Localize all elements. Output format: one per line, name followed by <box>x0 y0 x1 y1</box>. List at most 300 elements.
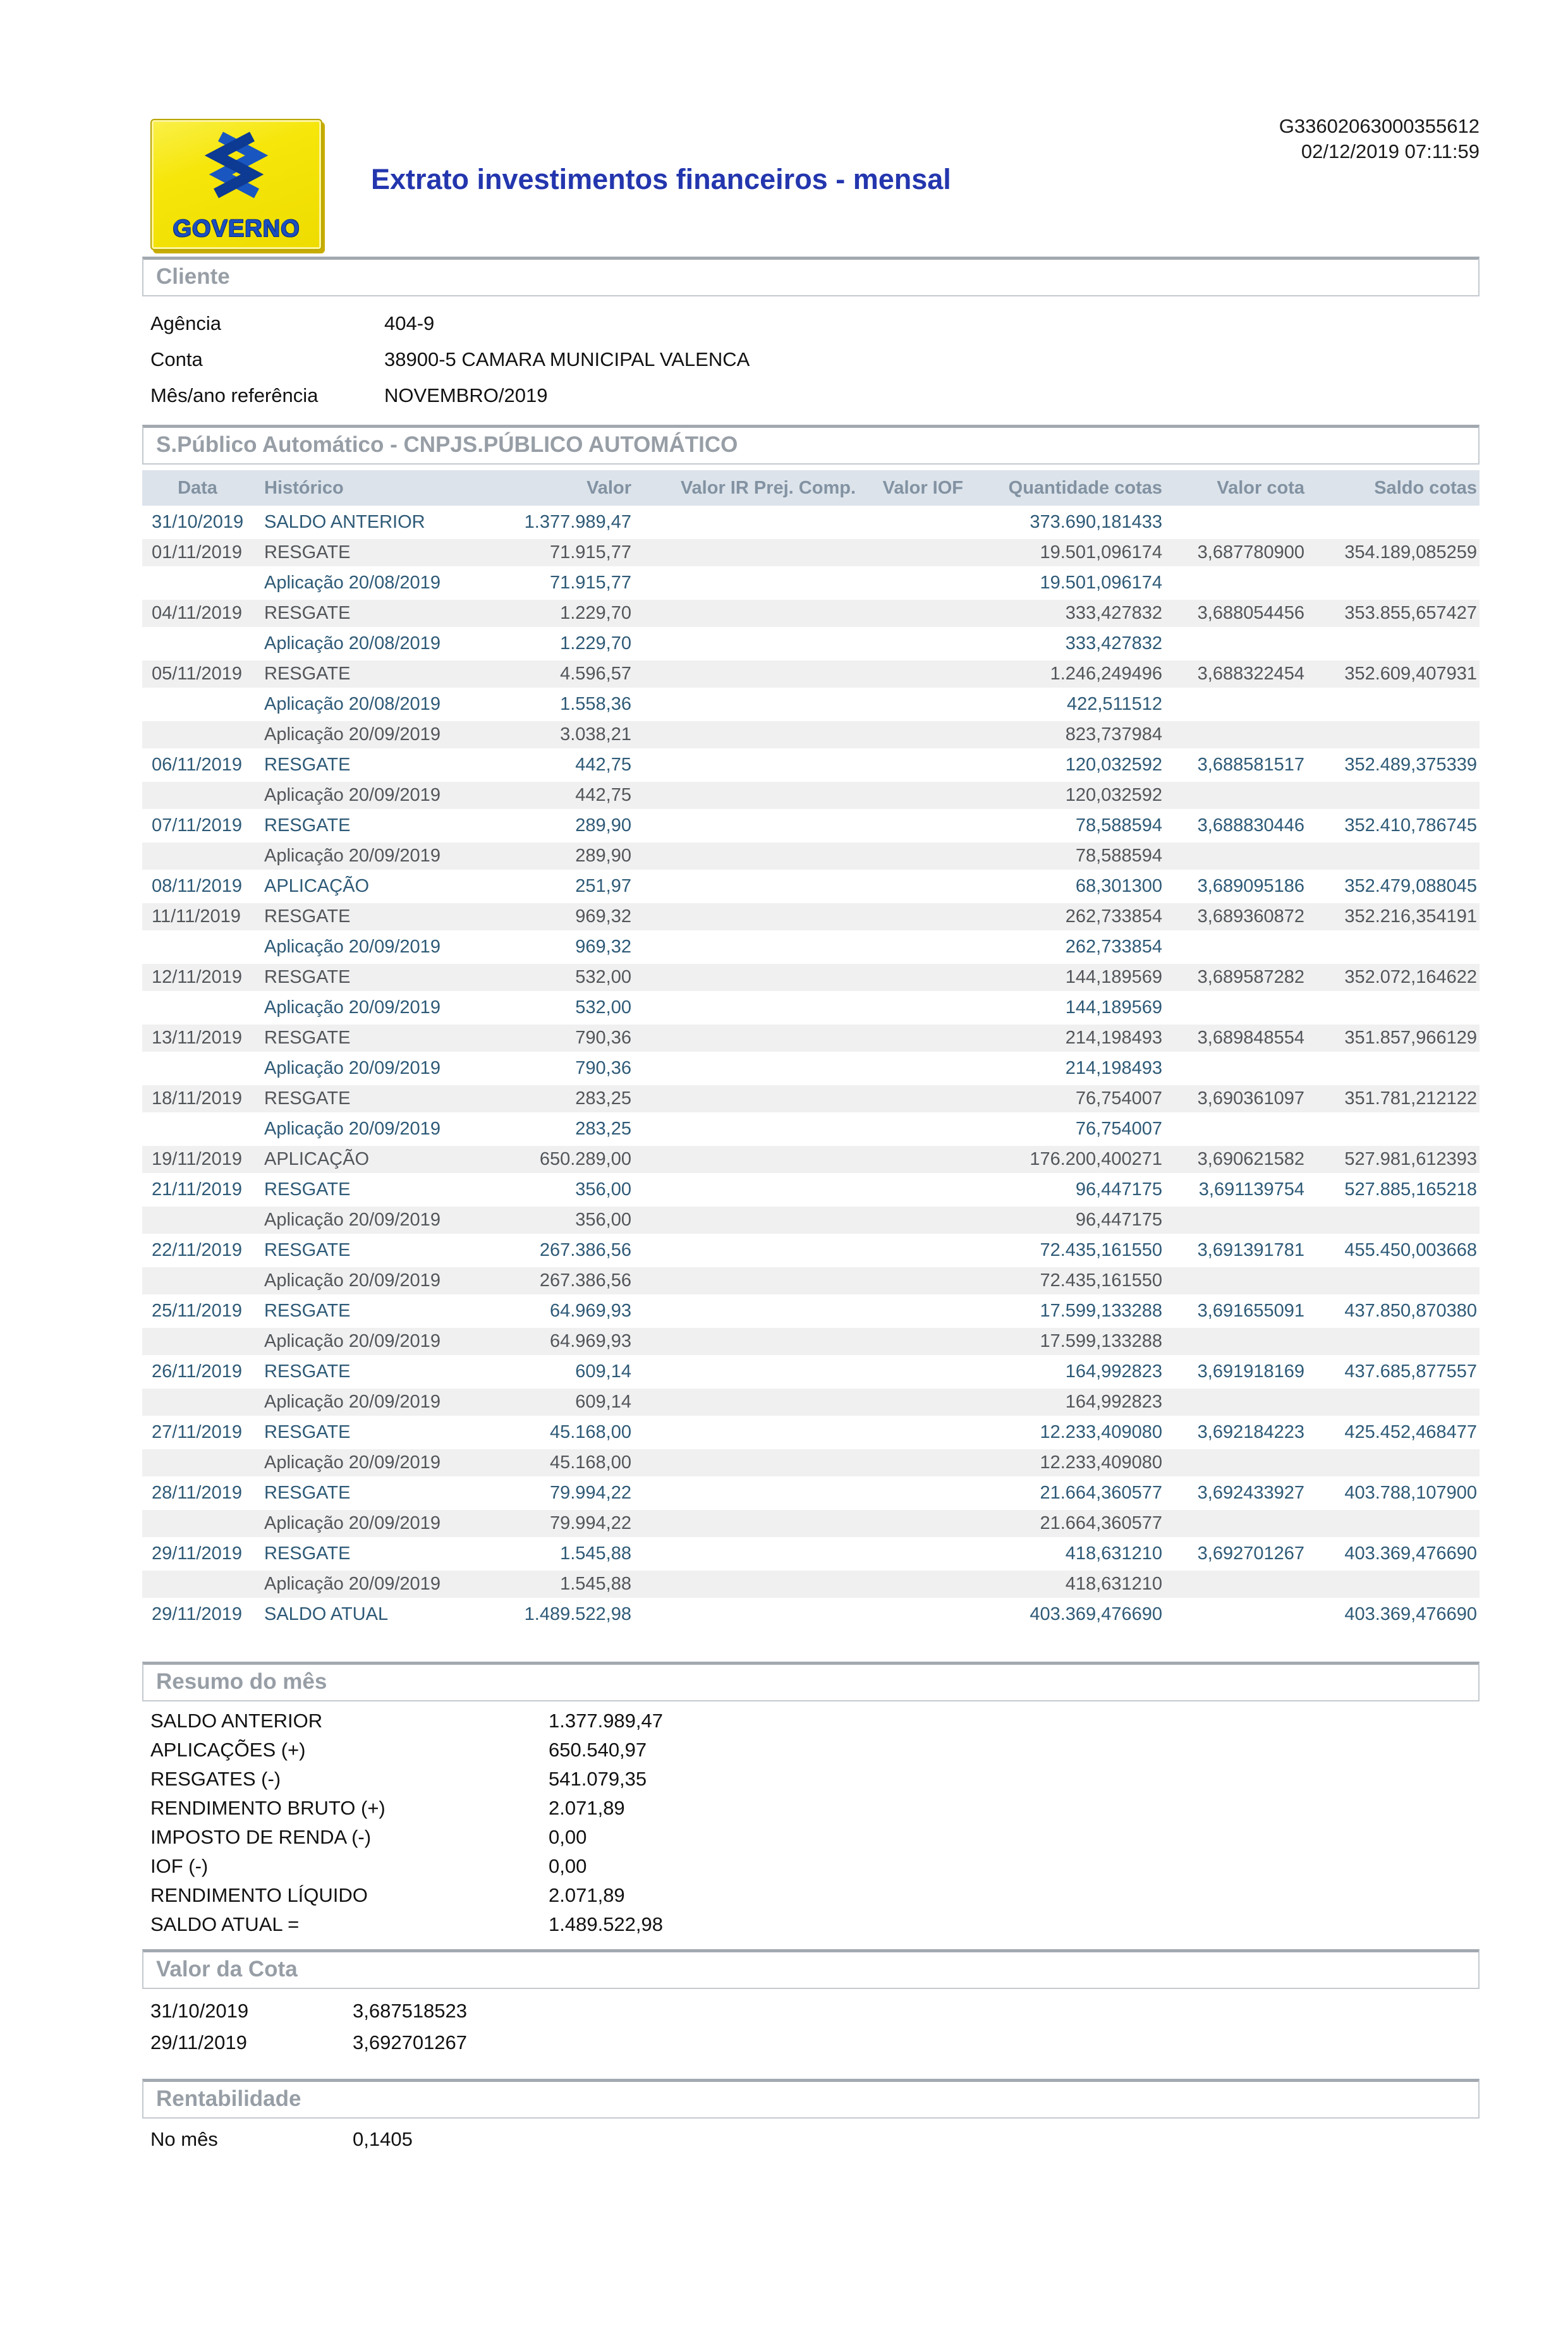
cell-valor-iof <box>858 660 966 688</box>
table-row <box>142 1419 1480 1446</box>
cell-historico: Aplicação 20/08/2019 <box>264 633 441 654</box>
cell-valor: 4.596,57 <box>560 664 631 684</box>
resumo-field-row <box>142 1823 1480 1852</box>
cell-historico: Aplicação 20/09/2019 <box>264 937 441 957</box>
cell-valor: 790,36 <box>575 1028 631 1048</box>
cell-valor: 79.994,22 <box>549 1513 631 1533</box>
document-title: Extrato investimentos financeiros - mensal <box>371 163 951 195</box>
cell-valor: 442,75 <box>575 785 631 805</box>
table-row <box>142 1176 1480 1203</box>
cell-valor-iof <box>858 600 966 627</box>
cell-valor-iof <box>858 1207 966 1234</box>
cell-valor-cota <box>1165 1055 1307 1082</box>
cell-data: 28/11/2019 <box>152 1483 242 1503</box>
cell-valor-iof <box>858 964 966 991</box>
cliente-field-row <box>142 377 1480 413</box>
cell-data: 21/11/2019 <box>152 1179 242 1200</box>
cell-valor-cota <box>1165 1601 1307 1628</box>
cell-valor: 1.489.522,98 <box>524 1604 631 1624</box>
cell-valor-cota: 3,688581517 <box>1197 755 1304 775</box>
cell-valor-iof <box>858 873 966 900</box>
cell-valor: 64.969,93 <box>549 1301 631 1321</box>
cell-valor-iof <box>858 994 966 1021</box>
table-row <box>142 721 1480 748</box>
cell-valor: 356,00 <box>575 1210 631 1230</box>
cell-quantidade-cotas: 21.664,360577 <box>1040 1483 1162 1503</box>
cell-valor: 289,90 <box>575 815 631 836</box>
cell-valor-iof <box>858 569 966 597</box>
field-value: 0,1405 <box>353 2128 413 2150</box>
resumo-field-row <box>142 1910 1480 1939</box>
cell-quantidade-cotas: 422,511512 <box>1066 694 1162 714</box>
rentabilidade-fields <box>142 2124 1480 2155</box>
fund-movements-table <box>142 467 1480 1631</box>
cell-valor: 251,97 <box>575 876 631 896</box>
cell-valor-ir <box>634 751 858 779</box>
cell-quantidade-cotas: 214,198493 <box>1065 1028 1162 1048</box>
cell-saldo-cotas <box>1307 934 1480 961</box>
cell-valor-ir <box>634 509 858 536</box>
cell-valor-cota: 3,690361097 <box>1197 1088 1304 1109</box>
cliente-field-row <box>142 341 1480 377</box>
cell-data: 08/11/2019 <box>152 876 242 896</box>
table-row <box>142 843 1480 870</box>
cell-saldo-cotas: 354.189,085259 <box>1344 542 1477 563</box>
cell-saldo-cotas: 351.781,212122 <box>1344 1088 1477 1109</box>
field-label: No mês <box>150 2128 218 2150</box>
cell-quantidade-cotas: 68,301300 <box>1075 876 1162 896</box>
cell-data <box>142 1055 253 1082</box>
cell-valor: 283,25 <box>575 1088 631 1109</box>
cell-quantidade-cotas: 21.664,360577 <box>1040 1513 1162 1533</box>
cell-valor: 1.558,36 <box>560 694 631 714</box>
banco-do-brasil-knot-icon <box>198 131 274 201</box>
cell-data: 12/11/2019 <box>152 967 242 987</box>
cell-valor-cota: 3,689360872 <box>1197 906 1304 927</box>
cell-quantidade-cotas: 76,754007 <box>1075 1088 1162 1109</box>
column-header-data: Data <box>178 477 217 498</box>
table-row <box>142 1298 1480 1325</box>
cell-data <box>142 1116 253 1143</box>
cell-historico: Aplicação 20/09/2019 <box>264 846 441 866</box>
field-label: SALDO ATUAL = <box>150 1913 300 1935</box>
cell-valor-ir <box>634 964 858 991</box>
cell-quantidade-cotas: 164,992823 <box>1065 1392 1162 1412</box>
cliente-fields <box>142 305 1480 413</box>
cell-historico: Aplicação 20/09/2019 <box>264 1392 441 1412</box>
cell-valor-cota <box>1165 630 1307 657</box>
cell-valor-iof <box>858 812 966 839</box>
cell-valor-iof <box>858 1116 966 1143</box>
table-row <box>142 812 1480 839</box>
cell-data: 26/11/2019 <box>152 1361 242 1382</box>
cell-valor-ir <box>634 1540 858 1567</box>
cell-valor-ir <box>634 1085 858 1112</box>
cell-data <box>142 630 253 657</box>
cell-valor-ir <box>634 1510 858 1537</box>
section-title-fund: S.Público Automático - CNPJS.PÚBLICO AUTOMÁTICO <box>156 432 738 457</box>
cell-data: 01/11/2019 <box>152 542 242 563</box>
column-header-historico: Histórico <box>264 477 344 498</box>
field-value: 1.489.522,98 <box>549 1913 664 1935</box>
cell-saldo-cotas: 352.410,786745 <box>1344 815 1477 836</box>
cell-valor-cota: 3,692184223 <box>1197 1422 1304 1442</box>
cell-valor: 356,00 <box>575 1179 631 1200</box>
cell-data: 31/10/2019 <box>152 512 244 532</box>
cell-saldo-cotas <box>1307 1510 1480 1537</box>
cell-historico: Aplicação 20/09/2019 <box>264 1119 441 1139</box>
section-header-resumo <box>142 1662 1480 1701</box>
document-content <box>142 115 1480 2155</box>
cell-data: 25/11/2019 <box>152 1301 242 1321</box>
field-value: 0,00 <box>549 1826 587 1848</box>
cota-field-row <box>142 2027 1480 2059</box>
cell-valor: 267.386,56 <box>539 1270 631 1291</box>
cell-quantidade-cotas: 333,427832 <box>1065 603 1162 623</box>
cell-valor-iof <box>858 1601 966 1628</box>
table-row <box>142 873 1480 900</box>
cell-saldo-cotas <box>1307 630 1480 657</box>
cell-data: 22/11/2019 <box>152 1240 242 1260</box>
table-row <box>142 1055 1480 1082</box>
cell-saldo-cotas: 352.216,354191 <box>1344 906 1477 927</box>
cell-valor-cota: 3,689848554 <box>1197 1028 1304 1048</box>
cell-valor-ir <box>634 873 858 900</box>
cell-valor-iof <box>858 1085 966 1112</box>
section-header-rentabilidade <box>142 2079 1480 2119</box>
document-timestamp: 02/12/2019 07:11:59 <box>1301 140 1480 162</box>
table-row <box>142 660 1480 688</box>
table-row <box>142 1237 1480 1264</box>
cell-valor-iof <box>858 1358 966 1385</box>
cell-valor: 283,25 <box>575 1119 631 1139</box>
column-header-saldo-cotas: Saldo cotas <box>1374 477 1477 498</box>
cell-valor-ir <box>634 1389 858 1416</box>
cell-valor: 3.038,21 <box>560 724 631 745</box>
resumo-field-row <box>142 1765 1480 1794</box>
cell-valor: 532,00 <box>575 997 631 1018</box>
cell-historico: RESGATE <box>264 1301 351 1321</box>
cell-data: 19/11/2019 <box>152 1149 242 1169</box>
cell-valor-iof <box>858 1055 966 1082</box>
cell-valor-iof <box>858 903 966 930</box>
cell-data: 13/11/2019 <box>152 1028 242 1048</box>
cell-quantidade-cotas: 262,733854 <box>1065 937 1162 957</box>
cell-historico: Aplicação 20/09/2019 <box>264 1210 441 1230</box>
cell-valor-cota: 3,687780900 <box>1197 542 1304 563</box>
cell-valor-cota <box>1165 1328 1307 1355</box>
field-value: 2.071,89 <box>549 1797 625 1819</box>
cell-data <box>142 691 253 718</box>
cell-valor-ir <box>634 600 858 627</box>
table-row <box>142 1389 1480 1416</box>
cell-historico: RESGATE <box>264 1543 351 1564</box>
cell-data <box>142 843 253 870</box>
cell-data: 07/11/2019 <box>152 815 242 836</box>
cell-valor-ir <box>634 1025 858 1052</box>
table-row <box>142 964 1480 991</box>
field-label: 29/11/2019 <box>150 2031 247 2053</box>
cell-data: 11/11/2019 <box>152 906 241 927</box>
cell-saldo-cotas <box>1307 569 1480 597</box>
cell-valor-cota: 3,692701267 <box>1197 1543 1304 1564</box>
cell-valor-cota: 3,689587282 <box>1197 967 1304 987</box>
cell-historico: RESGATE <box>264 1483 351 1503</box>
cell-valor-iof <box>858 691 966 718</box>
cell-quantidade-cotas: 72.435,161550 <box>1040 1240 1162 1260</box>
cell-data <box>142 1510 253 1537</box>
cell-valor-iof <box>858 1237 966 1264</box>
cell-valor-iof <box>858 539 966 566</box>
field-value: 3,687518523 <box>353 2000 468 2022</box>
cell-valor-ir <box>634 1207 858 1234</box>
cell-valor-iof <box>858 1480 966 1507</box>
cell-data: 29/11/2019 <box>152 1543 242 1564</box>
table-row <box>142 751 1480 779</box>
cell-quantidade-cotas: 373.690,181433 <box>1030 512 1162 532</box>
cell-data: 29/11/2019 <box>152 1604 242 1624</box>
cell-historico: APLICAÇÃO <box>264 1149 369 1169</box>
cell-historico: RESGATE <box>264 1179 351 1200</box>
table-row <box>142 1449 1480 1476</box>
cell-quantidade-cotas: 19.501,096174 <box>1040 573 1162 593</box>
cell-valor-cota <box>1165 1510 1307 1537</box>
cell-data: 27/11/2019 <box>152 1422 242 1442</box>
cell-data: 06/11/2019 <box>152 755 242 775</box>
resumo-field-row <box>142 1706 1480 1736</box>
cell-saldo-cotas: 403.369,476690 <box>1344 1604 1477 1624</box>
cell-valor-cota <box>1165 843 1307 870</box>
cell-saldo-cotas: 437.685,877557 <box>1344 1361 1477 1382</box>
cell-valor-ir <box>634 1176 858 1203</box>
cell-historico: RESGATE <box>264 1088 351 1109</box>
cell-historico: Aplicação 20/09/2019 <box>264 1331 441 1351</box>
table-row <box>142 1480 1480 1507</box>
cell-data <box>142 782 253 809</box>
cell-quantidade-cotas: 72.435,161550 <box>1040 1270 1162 1291</box>
cell-valor-cota <box>1165 1571 1307 1598</box>
cell-valor-cota <box>1165 994 1307 1021</box>
cell-saldo-cotas <box>1307 1571 1480 1598</box>
cell-valor-ir <box>634 843 858 870</box>
cell-historico: Aplicação 20/09/2019 <box>264 997 441 1018</box>
cell-saldo-cotas: 527.885,165218 <box>1344 1179 1477 1200</box>
cell-historico: RESGATE <box>264 542 351 563</box>
cell-valor-cota <box>1165 691 1307 718</box>
cell-valor-cota <box>1165 934 1307 961</box>
cell-valor-ir <box>634 569 858 597</box>
cell-valor-ir <box>634 782 858 809</box>
document-header <box>142 115 1480 253</box>
table-row <box>142 1025 1480 1052</box>
cell-valor: 1.545,88 <box>560 1574 631 1594</box>
cell-valor: 609,14 <box>575 1392 631 1412</box>
section-title-valor-da-cota: Valor da Cota <box>156 1957 298 1981</box>
bank-statement-page <box>0 115 1568 2336</box>
cell-historico: RESGATE <box>264 1240 351 1260</box>
cell-saldo-cotas <box>1307 1116 1480 1143</box>
cell-historico: RESGATE <box>264 603 351 623</box>
cell-valor-cota <box>1165 569 1307 597</box>
table-row <box>142 600 1480 627</box>
cell-historico: RESGATE <box>264 1422 351 1442</box>
cell-valor-cota <box>1165 1449 1307 1476</box>
cell-valor-iof <box>858 1510 966 1537</box>
cell-quantidade-cotas: 176.200,400271 <box>1030 1149 1162 1169</box>
field-label: RENDIMENTO BRUTO (+) <box>150 1797 386 1819</box>
cell-valor: 45.168,00 <box>549 1422 631 1442</box>
cell-valor-ir <box>634 1328 858 1355</box>
column-header-quantidade-cotas: Quantidade cotas <box>1008 477 1162 498</box>
table-row <box>142 1085 1480 1112</box>
cell-historico: Aplicação 20/09/2019 <box>264 785 441 805</box>
cell-valor-ir <box>634 1601 858 1628</box>
cell-valor-iof <box>858 1267 966 1294</box>
table-row <box>142 1146 1480 1173</box>
document-meta <box>1279 114 1480 164</box>
cell-historico: Aplicação 20/09/2019 <box>264 1452 441 1473</box>
cell-valor-iof <box>858 1540 966 1567</box>
cell-valor-iof <box>858 1419 966 1446</box>
table-row <box>142 539 1480 566</box>
cell-data <box>142 1328 253 1355</box>
resumo-field-row <box>142 1852 1480 1881</box>
cell-valor-cota <box>1165 782 1307 809</box>
cell-saldo-cotas: 425.452,468477 <box>1344 1422 1477 1442</box>
section-header-fund <box>142 425 1480 465</box>
cell-quantidade-cotas: 164,992823 <box>1065 1361 1162 1382</box>
cell-saldo-cotas: 352.072,164622 <box>1344 967 1477 987</box>
field-label: RENDIMENTO LÍQUIDO <box>150 1884 368 1906</box>
cell-valor-ir <box>634 1146 858 1173</box>
cell-valor-iof <box>858 934 966 961</box>
column-header-valor-cota: Valor cota <box>1217 477 1304 498</box>
cell-valor-ir <box>634 994 858 1021</box>
cell-saldo-cotas <box>1307 1449 1480 1476</box>
field-label: Mês/ano referência <box>150 384 319 406</box>
resumo-field-row <box>142 1794 1480 1823</box>
cell-valor: 609,14 <box>575 1361 631 1382</box>
resumo-fields <box>142 1706 1480 1939</box>
cell-quantidade-cotas: 144,189569 <box>1065 967 1162 987</box>
cell-data <box>142 569 253 597</box>
cell-saldo-cotas: 353.855,657427 <box>1344 603 1477 623</box>
field-value: 0,00 <box>549 1855 587 1877</box>
field-value: 1.377.989,47 <box>549 1710 664 1732</box>
cell-quantidade-cotas: 403.369,476690 <box>1030 1604 1162 1624</box>
cell-historico: Aplicação 20/09/2019 <box>264 1270 441 1291</box>
cell-quantidade-cotas: 96,447175 <box>1075 1179 1162 1200</box>
cliente-field-row <box>142 305 1480 341</box>
cell-valor-iof <box>858 1176 966 1203</box>
cell-historico: SALDO ATUAL <box>264 1604 389 1624</box>
cell-valor: 45.168,00 <box>549 1452 631 1473</box>
section-header-cliente <box>142 257 1480 296</box>
table-row <box>142 1328 1480 1355</box>
cell-historico: Aplicação 20/08/2019 <box>264 694 441 714</box>
cell-saldo-cotas <box>1307 782 1480 809</box>
cell-quantidade-cotas: 418,631210 <box>1065 1543 1162 1564</box>
cell-quantidade-cotas: 418,631210 <box>1065 1574 1162 1594</box>
field-label: IOF (-) <box>150 1855 209 1877</box>
cell-valor-iof <box>858 1298 966 1325</box>
table-row <box>142 1358 1480 1385</box>
cell-historico: SALDO ANTERIOR <box>264 512 425 532</box>
cell-data <box>142 1267 253 1294</box>
cell-valor: 532,00 <box>575 967 631 987</box>
cell-saldo-cotas: 352.489,375339 <box>1344 755 1477 775</box>
cell-valor-iof <box>858 1146 966 1173</box>
cell-historico: Aplicação 20/08/2019 <box>264 573 441 593</box>
cell-valor-iof <box>858 751 966 779</box>
table-row <box>142 934 1480 961</box>
cell-valor: 442,75 <box>575 755 631 775</box>
cota-field-row <box>142 1995 1480 2027</box>
cell-valor: 1.377.989,47 <box>524 512 631 532</box>
section-header-valor-da-cota <box>142 1949 1480 1989</box>
cell-historico: Aplicação 20/09/2019 <box>264 724 441 745</box>
cell-valor: 650.289,00 <box>539 1149 631 1169</box>
cell-valor-ir <box>634 1480 858 1507</box>
field-value: 2.071,89 <box>549 1884 625 1906</box>
cell-quantidade-cotas: 120,032592 <box>1065 755 1162 775</box>
table-row <box>142 1510 1480 1537</box>
cell-valor-ir <box>634 1055 858 1082</box>
cell-valor: 79.994,22 <box>549 1483 631 1503</box>
cell-quantidade-cotas: 17.599,133288 <box>1040 1301 1162 1321</box>
cell-historico: RESGATE <box>264 1028 351 1048</box>
cell-valor-iof <box>858 509 966 536</box>
field-value: 541.079,35 <box>549 1768 647 1790</box>
cell-valor: 969,32 <box>575 906 631 927</box>
cell-valor-ir <box>634 1571 858 1598</box>
cell-valor-cota: 3,689095186 <box>1197 876 1304 896</box>
field-label: Conta <box>150 348 203 370</box>
cell-data <box>142 1389 253 1416</box>
cell-data <box>142 1207 253 1234</box>
cell-quantidade-cotas: 76,754007 <box>1075 1119 1162 1139</box>
cell-quantidade-cotas: 144,189569 <box>1065 997 1162 1018</box>
cell-quantidade-cotas: 333,427832 <box>1065 633 1162 654</box>
cell-saldo-cotas: 455.450,003668 <box>1344 1240 1477 1260</box>
cell-quantidade-cotas: 17.599,133288 <box>1040 1331 1162 1351</box>
field-value: 38900-5 CAMARA MUNICIPAL VALENCA <box>384 348 750 370</box>
cell-saldo-cotas <box>1307 843 1480 870</box>
column-header-valor-iof: Valor IOF <box>882 477 963 498</box>
banco-do-brasil-governo-logo <box>150 119 322 250</box>
table-row <box>142 1540 1480 1567</box>
section-title-rentabilidade: Rentabilidade <box>156 2086 301 2111</box>
fund-table-body <box>142 509 1480 1628</box>
cell-valor-ir <box>634 721 858 748</box>
resumo-field-row <box>142 1881 1480 1910</box>
cell-saldo-cotas <box>1307 1207 1480 1234</box>
cell-quantidade-cotas: 12.233,409080 <box>1040 1422 1162 1442</box>
cell-valor-cota: 3,691391781 <box>1197 1240 1304 1260</box>
cell-valor: 71.915,77 <box>549 542 631 563</box>
cell-data: 04/11/2019 <box>152 603 242 623</box>
field-value: 650.540,97 <box>549 1739 647 1761</box>
cell-saldo-cotas: 352.609,407931 <box>1344 664 1477 684</box>
table-row <box>142 1207 1480 1234</box>
cell-saldo-cotas: 527.981,612393 <box>1344 1149 1477 1169</box>
cell-valor-cota <box>1165 1267 1307 1294</box>
cell-valor: 64.969,93 <box>549 1331 631 1351</box>
field-label: 31/10/2019 <box>150 2000 249 2022</box>
cell-valor-cota: 3,691918169 <box>1197 1361 1304 1382</box>
cell-valor-ir <box>634 1298 858 1325</box>
table-row <box>142 1601 1480 1628</box>
